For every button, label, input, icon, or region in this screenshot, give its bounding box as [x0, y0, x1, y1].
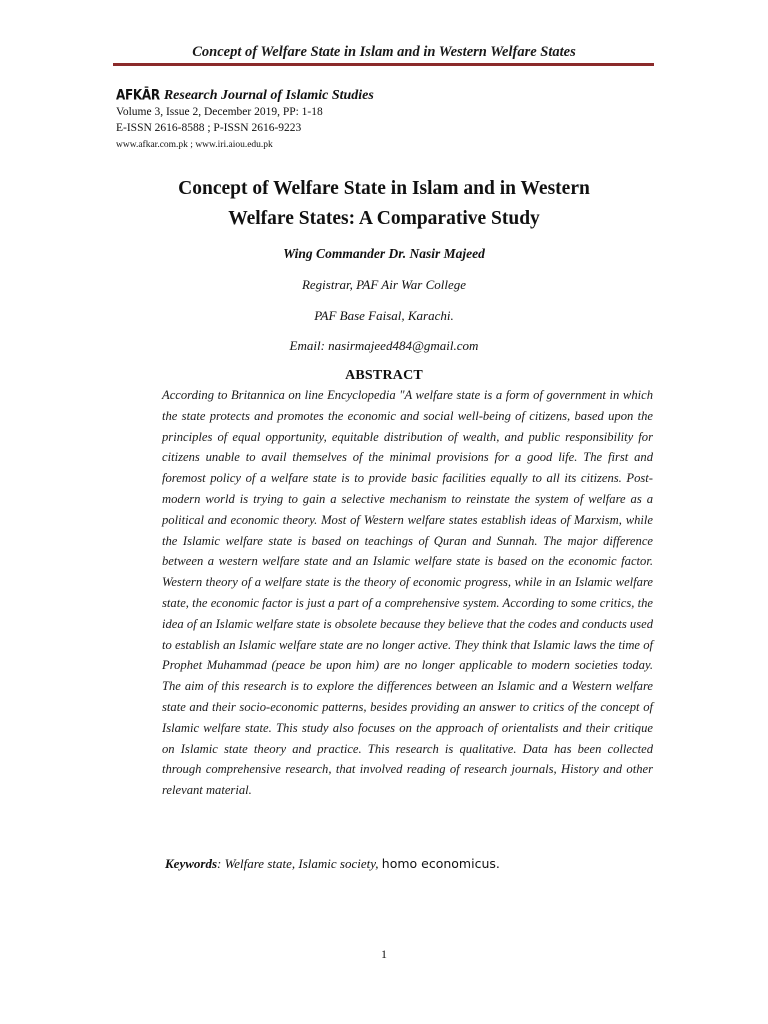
- running-head: Concept of Welfare State in Islam and in Western Welfare States: [192, 44, 576, 60]
- keywords-plain-items: homo economicus.: [381, 856, 500, 871]
- journal-logo: AFKĀR: [116, 86, 160, 104]
- paper-title: [120, 174, 648, 234]
- journal-websites: www.afkar.com.pk ; www.iri.aiou.edu.pk: [116, 140, 273, 150]
- volume-line: Volume 3, Issue 2, December 2019, PP: 1-18: [116, 106, 323, 118]
- author-email: Email: nasirmajeed484@gmail.com: [289, 338, 479, 353]
- author-location: PAF Base Faisal, Karachi.: [314, 308, 454, 323]
- page-number: 1: [381, 947, 387, 961]
- author-name: Wing Commander Dr. Nasir Majeed: [283, 246, 485, 261]
- journal-info: [116, 88, 636, 153]
- keywords-separator: :: [217, 856, 225, 871]
- issn-line: E-ISSN 2616-8588 ; P-ISSN 2616-9223: [116, 122, 302, 134]
- journal-name: Research Journal of Islamic Studies: [163, 88, 374, 103]
- author-position: Registrar, PAF Air War College: [301, 277, 467, 292]
- paper-title-line-1: Concept of Welfare State in Islam and in Western: [178, 178, 590, 199]
- keywords-label: Keywords: [165, 856, 217, 871]
- paper-title-line-2: Welfare States: A Comparative Study: [228, 208, 540, 229]
- keywords-italic-items: Welfare state, Islamic society,: [224, 856, 382, 871]
- journal-title-line: [116, 88, 636, 104]
- abstract-text: According to Britannica on line Encyclopedia "A welfare state is a form of government in which the state protects and promotes the economic and social well-being of citizens, based upon the principles of equal opportunity, equitable distribution of wealth, and public responsibility for citizens unable to avail themselves of the minimal provisions for a good life. The first and foremost policy of a welfare state is to provide basic facilities equally to all its citizens. Post-modern world is trying to gain a selective mechanism to reinstate the system of welfare as a political and economic theory. Most of Western welfare states establish ideas of Marxism, while the Islamic welfare state is based on teachings of Quran and Sunnah. The major difference between a western welfare state and an Islamic welfare state is based on the economic factor. Western theory of a welfare state is the theory of economic progress, while in an Islamic welfare state, the economic factor is just a part of a comprehensive system. According to some critics, the idea of an Islamic welfare state is obsolete because they believe that the codes and conducts used to establish an Islamic welfare state are no longer active. They think that Islamic laws the time of Prophet Muhammad (peace be upon him) are no longer applicable to modern societies today. The aim of this research is to explore the differences between an Islamic and a Western welfare state and their socio-economic patterns, besides providing an answer to critics of the concept of Islamic welfare state. This study also focuses on the approach of orientalists and their critique on Islamic state theory and practice. This research is qualitative. Data has been collected through comprehensive research, that involved reading of research journals, History and other relevant material.: [162, 388, 653, 798]
- abstract-heading: ABSTRACT: [345, 368, 423, 383]
- header-rule: [113, 63, 654, 66]
- keywords-line: [165, 856, 655, 872]
